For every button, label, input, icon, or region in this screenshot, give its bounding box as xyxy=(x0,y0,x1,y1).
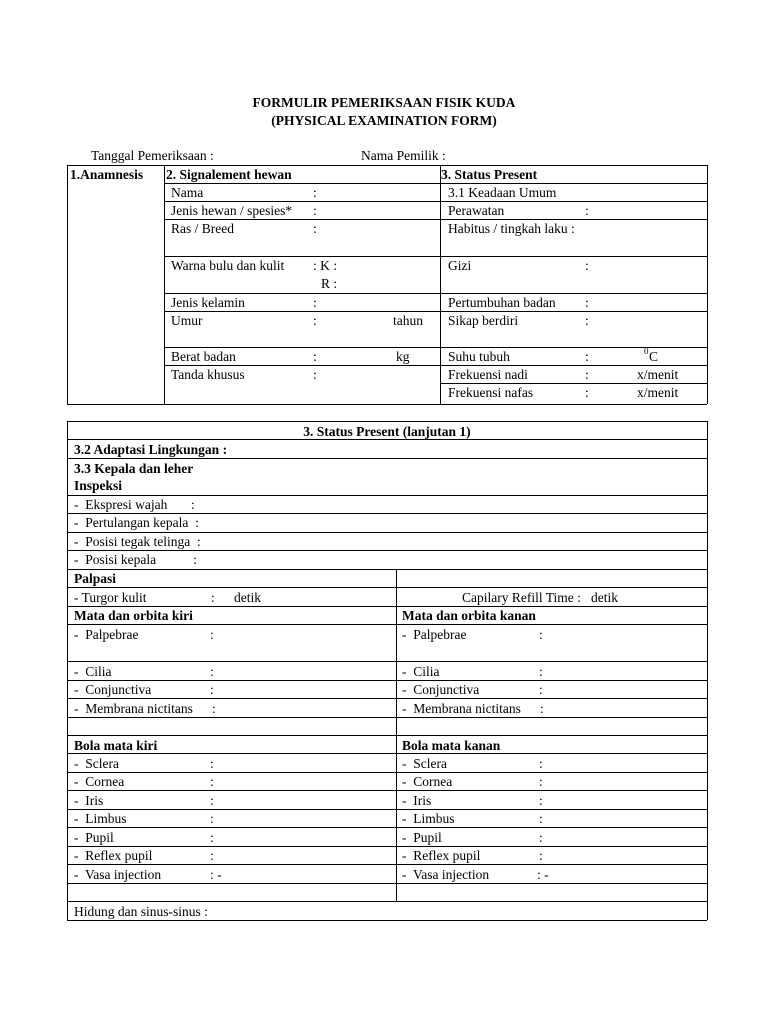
anamnesis-heading: 1.Anamnesis xyxy=(70,167,144,182)
status-unit: C xyxy=(649,349,659,364)
bola-kiri-colon: : xyxy=(210,848,214,863)
bola-kanan-item: - Iris xyxy=(402,793,432,808)
status-row-line xyxy=(440,256,707,257)
signalement-label: Nama xyxy=(171,185,204,200)
nama-pemilik-label: Nama Pemilik : xyxy=(361,148,446,163)
table2-row-line xyxy=(67,717,707,718)
status-unit: x/menit xyxy=(637,385,679,400)
signalement-colon: : xyxy=(313,367,317,382)
bola-kanan-colon: : xyxy=(539,811,543,826)
mata-orbita-kanan-heading: Mata dan orbita kanan xyxy=(402,608,536,623)
bola-kanan-colon: : - xyxy=(537,867,549,882)
bola-kiri-item: - Iris xyxy=(74,793,104,808)
bola-kanan-colon: : xyxy=(539,830,543,845)
signalement-label: Berat badan xyxy=(171,349,236,364)
bola-kiri-colon: : xyxy=(210,793,214,808)
form-title: FORMULIR PEMERIKSAAN FISIK KUDA xyxy=(252,95,516,110)
mata-kiri-colon: : xyxy=(212,701,216,716)
signalement-unit: kg xyxy=(396,349,410,364)
table2-row-line xyxy=(67,772,707,773)
table2-row-line xyxy=(67,624,707,625)
mata-kanan-colon: : xyxy=(540,701,544,716)
table2-row-line xyxy=(67,569,707,570)
status-colon: : xyxy=(585,313,589,328)
bola-kanan-colon: : xyxy=(539,774,543,789)
mata-kiri-item: - Palpebrae xyxy=(74,627,139,642)
bola-kiri-colon: : xyxy=(210,830,214,845)
signalement-colon: : xyxy=(313,185,317,200)
status-colon: : xyxy=(585,295,589,310)
bola-mata-kanan-heading: Bola mata kanan xyxy=(402,738,501,753)
bola-kiri-item: - Reflex pupil xyxy=(74,848,153,863)
table2-row-line xyxy=(67,735,707,736)
turgor-kulit-label: - Turgor kulit xyxy=(74,590,147,605)
bola-kanan-item: - Vasa injection xyxy=(402,867,490,882)
bola-kiri-colon: : xyxy=(210,774,214,789)
table2-border-top xyxy=(67,421,707,422)
signalement-colon: : xyxy=(313,313,317,328)
inspeksi-item: - Ekspresi wajah : xyxy=(74,497,195,512)
status-present-lanjutan-title: 3. Status Present (lanjutan 1) xyxy=(303,424,471,439)
status-colon: : xyxy=(585,258,589,273)
table2-row-line xyxy=(67,587,707,588)
hidung-sinus-label: Hidung dan sinus-sinus : xyxy=(74,904,208,919)
bola-kiri-colon: : - xyxy=(210,867,222,882)
bola-kiri-item: - Vasa injection xyxy=(74,867,162,882)
table2-row-line xyxy=(67,809,707,810)
bola-kanan-colon: : xyxy=(539,756,543,771)
mata-kiri-item: - Cilia xyxy=(74,664,112,679)
table2-row-line xyxy=(67,901,707,902)
status-label: Perawatan xyxy=(448,203,505,218)
status-present-heading: 3. Status Present xyxy=(441,167,538,182)
signalement-label: Umur xyxy=(171,313,203,328)
adaptasi-lingkungan-heading: 3.2 Adaptasi Lingkungan : xyxy=(74,442,228,457)
mata-kiri-colon: : xyxy=(210,664,214,679)
signalement-label: Warna bulu dan kulit xyxy=(171,258,285,273)
table2-row-line xyxy=(67,864,707,865)
signalement-colon: : xyxy=(313,203,317,218)
tanggal-pemeriksaan-label: Tanggal Pemeriksaan : xyxy=(91,148,214,163)
turgor-kulit-unit: detik xyxy=(234,590,261,605)
status-label: 3.1 Keadaan Umum xyxy=(448,185,557,200)
mata-kanan-item: - Conjunctiva xyxy=(402,682,480,697)
status-colon: : xyxy=(585,385,589,400)
palpasi-heading: Palpasi xyxy=(74,571,117,586)
degree-superscript: 0 xyxy=(644,346,649,356)
mata-kanan-item: - Cilia xyxy=(402,664,440,679)
table2-border-right xyxy=(707,421,708,920)
signalement-colon: : xyxy=(313,221,317,236)
bola-kanan-item: - Reflex pupil xyxy=(402,848,481,863)
signalement-label: Jenis kelamin xyxy=(171,295,245,310)
signalement-colon: : xyxy=(313,295,317,310)
mata-kanan-item: - Membrana nictitans xyxy=(402,701,521,716)
status-label: Gizi xyxy=(448,258,472,273)
signalement-colon: R : xyxy=(321,276,338,291)
signalement-label: Jenis hewan / spesies* xyxy=(171,203,293,218)
table2-row-line xyxy=(67,753,707,754)
table2-row-line xyxy=(67,883,707,884)
bola-kanan-item: - Cornea xyxy=(402,774,453,789)
table2-row-line xyxy=(67,458,707,459)
inspeksi-item: - Posisi tegak telinga : xyxy=(74,534,201,549)
status-colon: : xyxy=(585,203,589,218)
table1-border-top xyxy=(67,165,707,166)
inspeksi-item: - Pertulangan kepala : xyxy=(74,515,199,530)
bola-mata-kiri-heading: Bola mata kiri xyxy=(74,738,158,753)
table1-border-left xyxy=(67,165,68,404)
table2-row-line xyxy=(67,661,707,662)
bola-kanan-item: - Pupil xyxy=(402,830,442,845)
bola-kanan-colon: : xyxy=(539,848,543,863)
status-label: Frekuensi nafas xyxy=(448,385,534,400)
mata-kanan-item: - Palpebrae xyxy=(402,627,467,642)
table2-row-line xyxy=(67,790,707,791)
mata-orbita-kiri-heading: Mata dan orbita kiri xyxy=(74,608,193,623)
bola-kiri-item: - Sclera xyxy=(74,756,119,771)
mata-kanan-colon: : xyxy=(539,682,543,697)
status-unit: x/menit xyxy=(637,367,679,382)
bola-kanan-colon: : xyxy=(539,793,543,808)
table1-border-bottom xyxy=(67,404,707,405)
form-subtitle: (PHYSICAL EXAMINATION FORM) xyxy=(271,113,497,128)
turgor-kulit-colon: : xyxy=(211,590,215,605)
status-label: Suhu tubuh xyxy=(448,349,510,364)
signalement-label: Ras / Breed xyxy=(171,221,234,236)
table2-row-line xyxy=(67,680,707,681)
bola-kiri-item: - Cornea xyxy=(74,774,125,789)
signalement-heading: 2. Signalement hewan xyxy=(166,167,292,182)
bola-kanan-item: - Sclera xyxy=(402,756,447,771)
signalement-unit: tahun xyxy=(393,313,423,328)
signalement-row-line xyxy=(164,183,440,184)
table2-row-line xyxy=(67,846,707,847)
bola-kiri-colon: : xyxy=(210,756,214,771)
mata-kiri-item: - Conjunctiva xyxy=(74,682,152,697)
table2-row-line xyxy=(67,698,707,699)
signalement-colon: : K : xyxy=(313,258,338,273)
table2-border-bottom xyxy=(67,920,707,921)
status-label: Pertumbuhan badan xyxy=(448,295,556,310)
inspeksi-heading: Inspeksi xyxy=(74,478,123,493)
table2-row-line xyxy=(67,827,707,828)
status-colon: : xyxy=(585,349,589,364)
status-colon: : xyxy=(585,367,589,382)
status-label: Frekuensi nadi xyxy=(448,367,528,382)
table1-border-right xyxy=(707,165,708,404)
mata-kiri-colon: : xyxy=(210,682,214,697)
status-label: Habitus / tingkah laku : xyxy=(448,221,575,236)
signalement-colon: : xyxy=(313,349,317,364)
capillary-refill-time-label: Capilary Refill Time : detik xyxy=(462,590,618,605)
bola-kiri-item: - Pupil xyxy=(74,830,114,845)
mata-kiri-colon: : xyxy=(210,627,214,642)
bola-kiri-item: - Limbus xyxy=(74,811,127,826)
bola-kanan-item: - Limbus xyxy=(402,811,455,826)
status-label: Sikap berdiri xyxy=(448,313,519,328)
signalement-label: Tanda khusus xyxy=(171,367,245,382)
kepala-leher-heading: 3.3 Kepala dan leher xyxy=(74,461,194,476)
mata-kiri-item: - Membrana nictitans xyxy=(74,701,193,716)
mata-kanan-colon: : xyxy=(539,627,543,642)
bola-kiri-colon: : xyxy=(210,811,214,826)
mata-kanan-colon: : xyxy=(539,664,543,679)
inspeksi-item: - Posisi kepala : xyxy=(74,552,197,567)
